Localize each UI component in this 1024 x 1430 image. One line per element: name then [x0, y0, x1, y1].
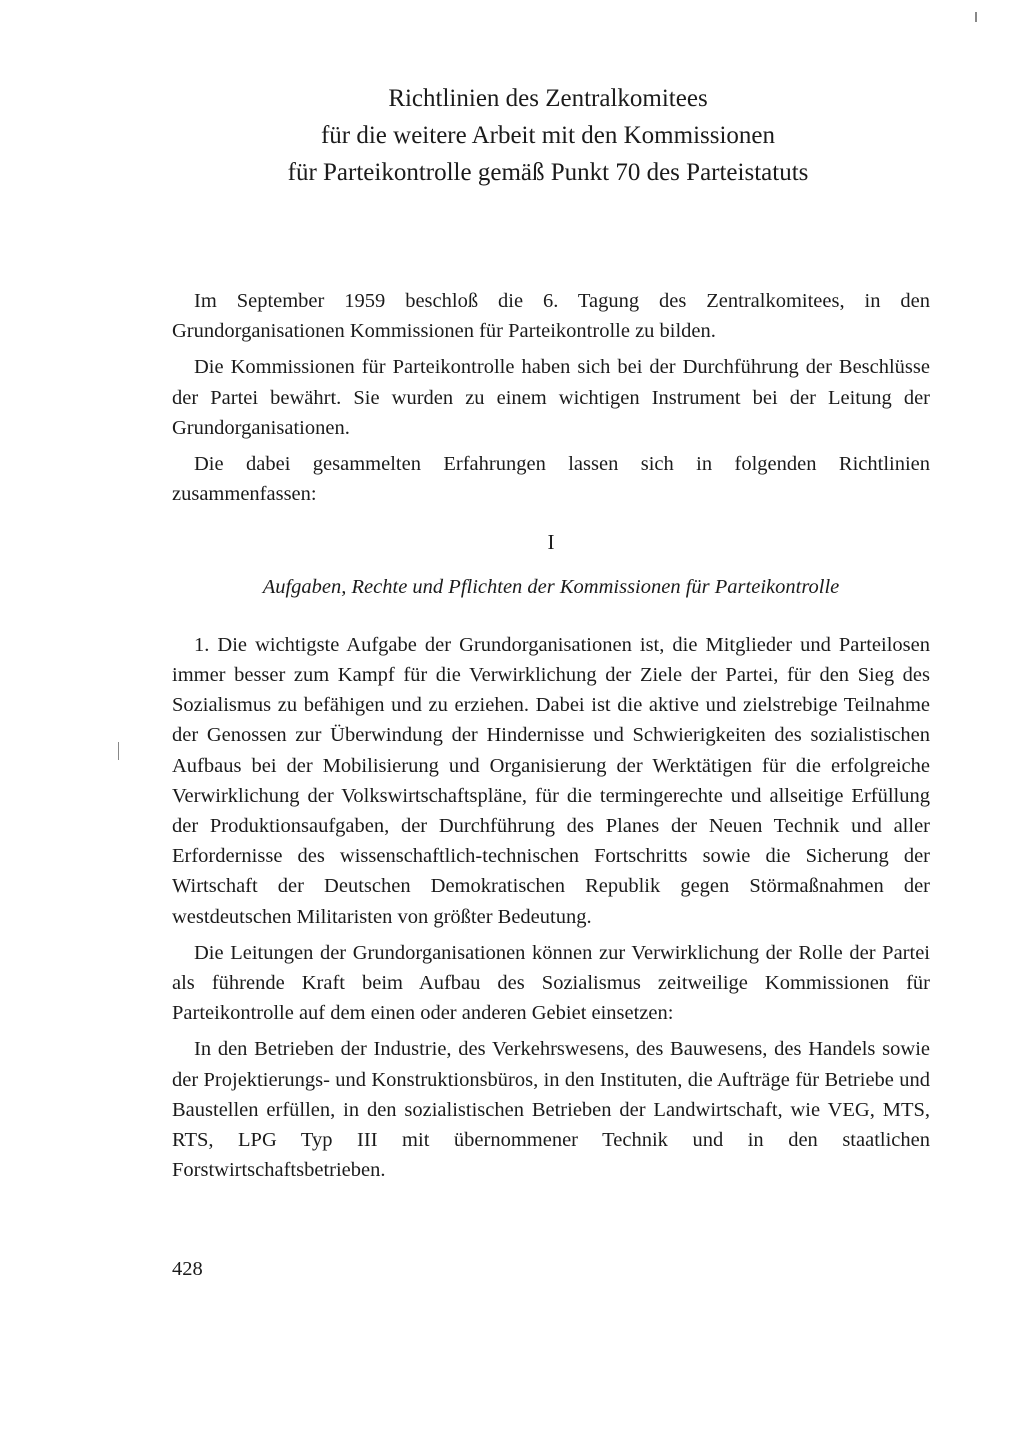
- section-paragraph-3: In den Betrieben der Industrie, des Verkehrswesens, des Bauwesens, des Handels sowie der Projektierungs- und Konstruktionsbüros, in den Instituten, die Aufträge für Betriebe und Baustellen erfüllen, in den sozialistischen Betrieben der Landwirtschaft, wie VEG, MTS, RTS, LPG Typ III mit übernommener Technik und in den staatlichen Forstwirtschaftsbetrieben.: [172, 1038, 930, 1182]
- scan-speck: [118, 742, 119, 760]
- intro-paragraph-3: Die dabei gesammelten Erfahrungen lassen sich in folgenden Richtlinien zusammenfassen:: [172, 453, 930, 506]
- section-numeral: I: [547, 530, 555, 555]
- document-body: [172, 286, 930, 1191]
- title-line-2: für die weitere Arbeit mit den Kommissionen: [320, 122, 776, 149]
- intro-paragraph-2: Die Kommissionen für Parteikontrolle haben sich bei der Durchführung der Beschlüsse der Partei bewährt. Sie wurden zu einem wichtigen Instrument bei der Leitung der Grundorganisationen.: [172, 356, 930, 439]
- section-paragraph-1: 1. Die wichtigste Aufgabe der Grundorganisationen ist, die Mitglieder und Parteilosen immer besser zum Kampf für die Verwirklichung der Ziele der Partei, für den Sieg des Sozialismus zu befähigen und zu erziehen. Dabei ist die aktive und zielstrebige Teilnahme der Genossen zur Überwindung der Hindernisse und Schwierigkeiten des sozialistischen Aufbaus bei der Mobilisierung und Organisierung der Werktätigen für die erfolgreiche Verwirklichung der Volkswirtschaftspläne, für die termingerechte und allseitige Erfüllung der Produktionsaufgaben, der Durchführung des Planes der Neuen Technik und aller Erfordernisse des wissenschaftlich-technischen Fortschritts sowie die Sicherung der Wirtschaft der Deutschen Demokratischen Republik gegen Störmaßnahmen der westdeutschen Militaristen von größter Bedeutung.: [172, 633, 930, 928]
- intro-paragraph-1: Im September 1959 beschloß die 6. Tagung des Zentralkomitees, in den Grundorganisationen Kommissionen für Parteikontrolle zu bilden.: [172, 290, 930, 343]
- title-line-3: für Parteikontrolle gemäß Punkt 70 des Parteistatuts: [287, 159, 809, 186]
- title-line-1: Richtlinien des Zentralkomitees: [388, 85, 708, 112]
- document-title: [170, 80, 926, 191]
- page-number: 428: [172, 1258, 203, 1280]
- section-paragraph-2: Die Leitungen der Grundorganisationen können zur Verwirklichung der Rolle der Partei als führende Kraft beim Aufbau des Sozialismus zeitweilige Kommissionen für Parteikontrolle auf dem einen oder anderen Gebiet einsetzen:: [172, 941, 930, 1025]
- section-heading: Aufgaben, Rechte und Pflichten der Kommissionen für Parteikontrolle: [262, 575, 840, 598]
- scan-speck: [975, 12, 977, 22]
